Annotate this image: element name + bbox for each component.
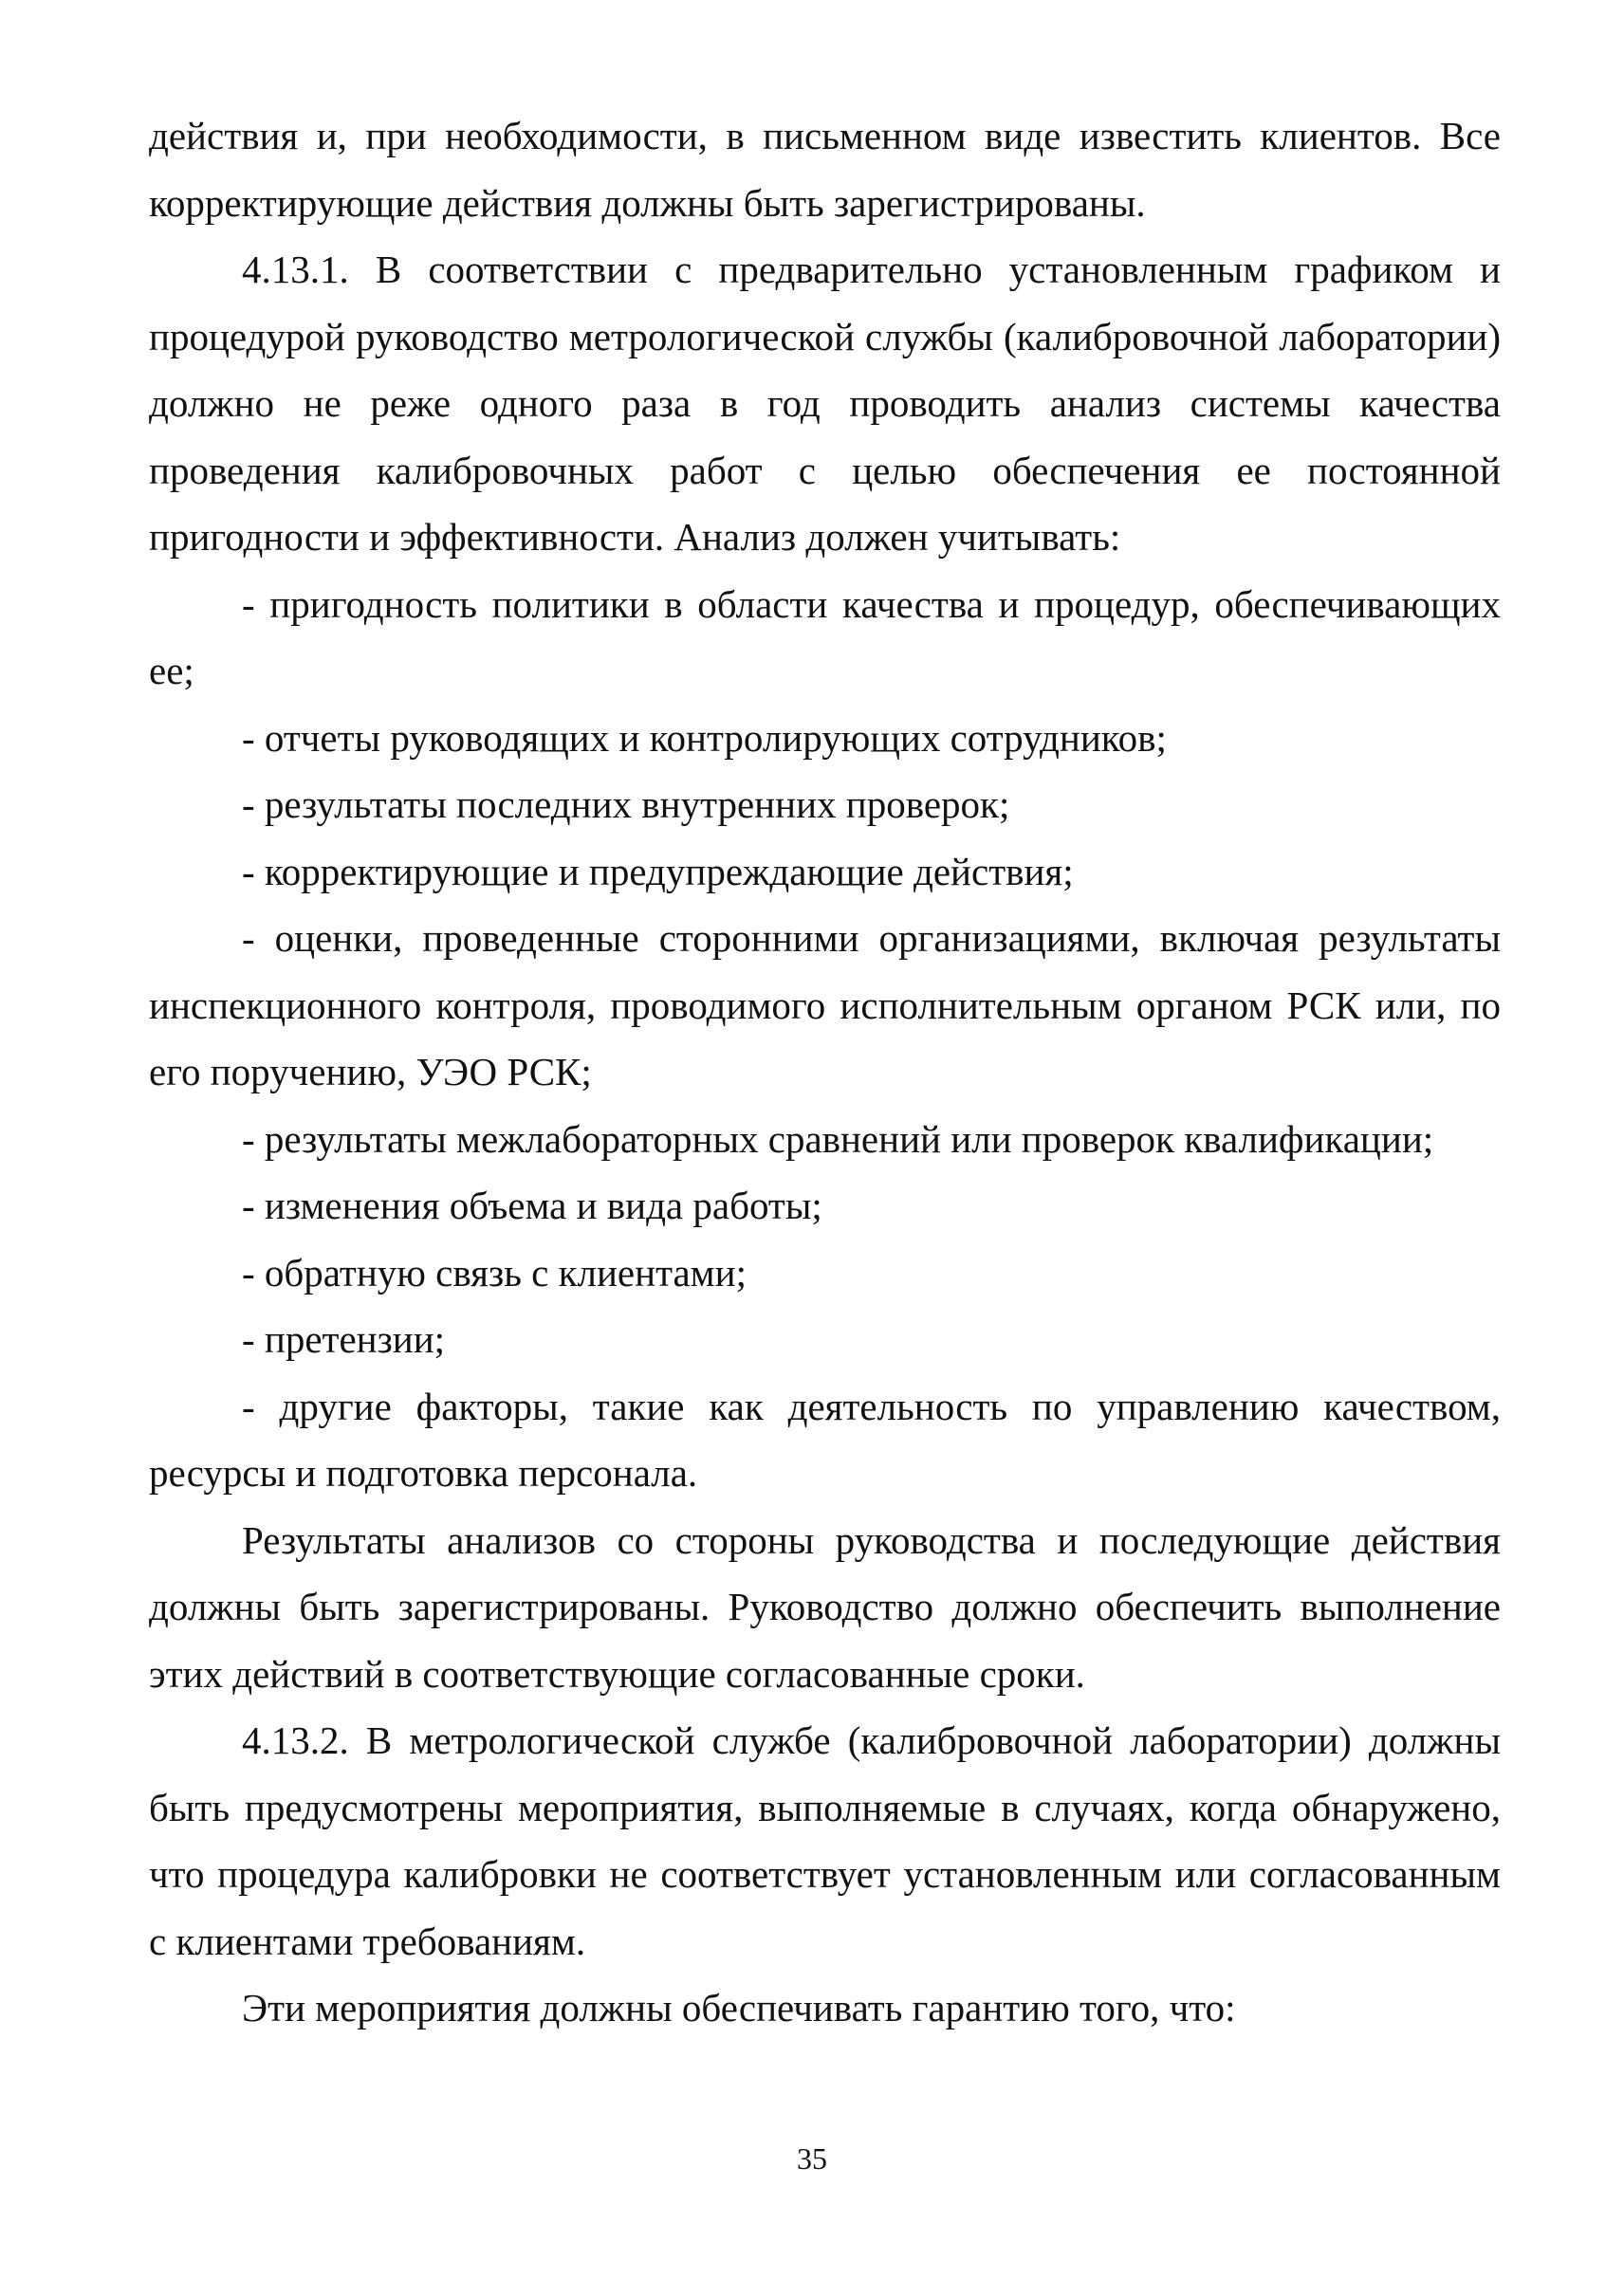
paragraph-measures: Эти мероприятия должны обеспечивать гарантию того, что: [242, 1986, 1236, 2030]
paragraph-results: Результаты анализов со стороны руководства и последующие действия должны быть зарегистрированы. Руководство должно обеспечить выполнение этих действий в соответствующие согласованные сроки. [149, 1517, 1501, 1696]
list-item: - результаты межлабораторных сравнений или проверок квалификации; [242, 1116, 1434, 1161]
page-number: 35 [797, 2141, 827, 2176]
list-item: - обратную связь с клиентами; [242, 1250, 747, 1295]
list-item: - изменения объема и вида работы; [242, 1184, 822, 1227]
list-item: - претензии; [242, 1317, 446, 1361]
list-item: - корректирующие и предупреждающие действия; [242, 849, 1074, 893]
paragraph-4-13-1: 4.13.1. В соответствии с предварительно установленным графиком и процедурой руководство метрологической службы (калибровочной лаборатории) должно не реже одного раза в год проводить анализ системы качества проведения калибровочных работ с целью обеспечения ее постоянной пригодности и эффективности. Анализ должен учитывать: [149, 248, 1501, 559]
paragraph-4-13-2: 4.13.2. В метрологической службе (калибровочной лаборатории) должны быть предусмотрены мероприятия, выполняемые в случаях, когда обнаружено, что процедура калибровки не соответствует установленным или согласованным с клиентами требованиям. [149, 1718, 1501, 1963]
list-item: - оценки, проведенные сторонними организациями, включая результаты инспекционного контроля, проводимого исполнительным органом РСК или, по его поручению, УЭО РСК; [149, 916, 1501, 1093]
list-item: - результаты последних внутренних проверок; [242, 782, 1010, 826]
list-item: - пригодность политики в области качества и процедур, обеспечивающих ее; [149, 581, 1501, 692]
paragraph-continuation: действия и, при необходимости, в письменном виде известить клиентов. Все корректирующие действия должны быть зарегистрированы. [149, 114, 1501, 225]
body-text [149, 102, 1501, 2042]
list-item: - другие факторы, такие как деятельность по управлению качеством, ресурсы и подготовка персонала. [149, 1384, 1501, 1495]
list-item: - отчеты руководящих и контролирующих сотрудников; [242, 715, 1167, 760]
